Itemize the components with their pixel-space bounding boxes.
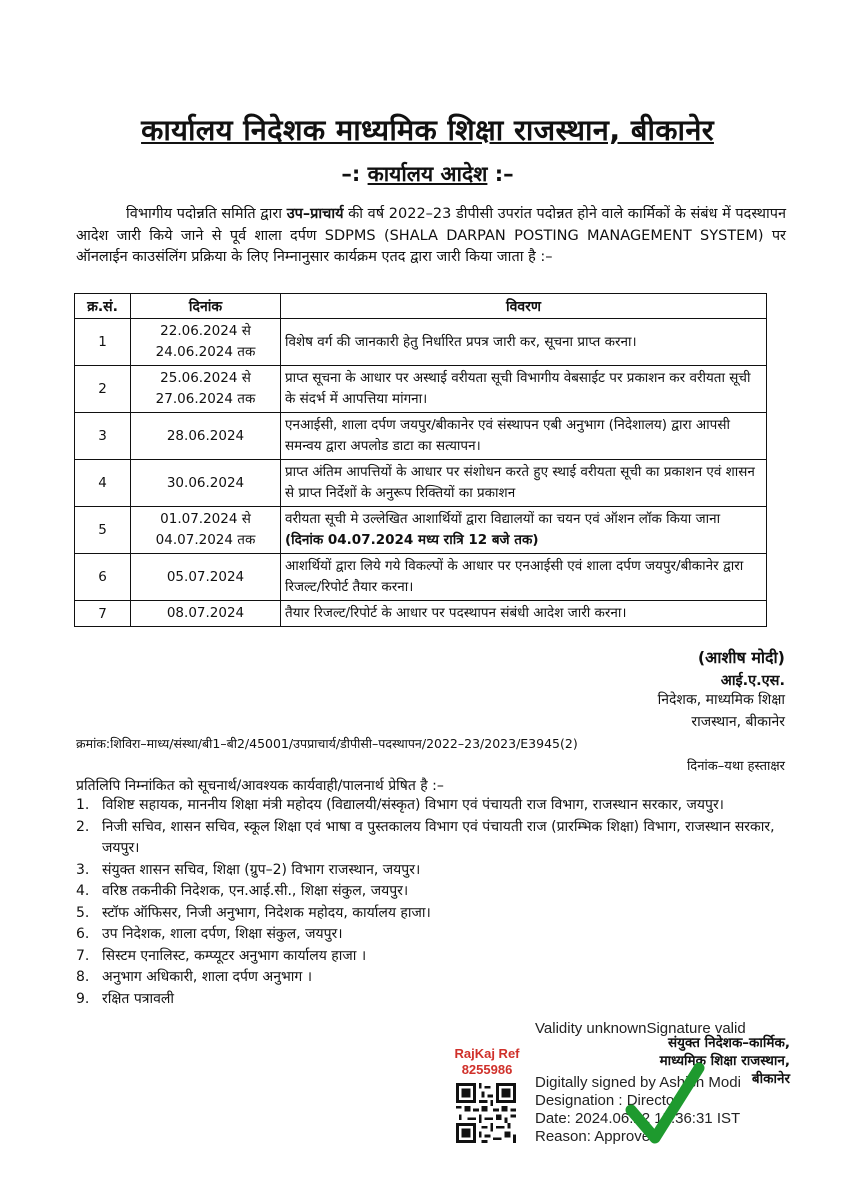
header-date: दिनांक xyxy=(131,294,281,319)
stamp-line3: बीकानेर xyxy=(751,1071,790,1087)
table-row xyxy=(75,366,767,413)
row-description xyxy=(281,554,767,601)
copy-to-list xyxy=(76,795,788,1010)
schedule-table xyxy=(74,293,767,627)
row-date-from: 25.06.2024 से xyxy=(160,370,251,386)
header-description: विवरण xyxy=(281,294,767,319)
row-date xyxy=(131,460,281,507)
signature-signed-by: Digitally signed by Ashish Modi xyxy=(535,1074,741,1091)
stamp-line1: संयुक्त निदेशक–कार्मिक, xyxy=(668,1035,790,1051)
row-description xyxy=(281,460,767,507)
row-sn: 1 xyxy=(75,319,131,366)
row-date-from: 22.06.2024 से xyxy=(160,323,251,339)
table-header-row xyxy=(75,294,767,319)
signature-validity: Validity unknownSignature valid xyxy=(535,1020,746,1037)
order-title-text: कार्यालय आदेश xyxy=(367,162,488,186)
signatory-place: राजस्थान, बीकानेर xyxy=(691,714,785,730)
checkmark-icon xyxy=(625,1060,705,1150)
row-date-to: 04.07.2024 तक xyxy=(155,532,256,548)
list-item: 1. विशिष्ट सहायक, माननीय शिक्षा मंत्री महोदय (विद्यालयी/संस्कृत) विभाग एवं पंचायती राज विभाग, राजस्थान सरकार, जयपुर। xyxy=(76,797,724,813)
table-row xyxy=(75,460,767,507)
intro-bold: उप–प्राचार्य xyxy=(286,206,344,222)
table-row xyxy=(75,413,767,460)
list-item: 6. उप निदेशक, शाला दर्पण, शिक्षा संकुल, जयपुर। xyxy=(76,926,343,942)
row-date-to: 24.06.2024 तक xyxy=(155,344,256,360)
order-title-suffix: :– xyxy=(487,162,514,186)
table-row xyxy=(75,554,767,601)
list-item: 9. रक्षित पत्रावली xyxy=(76,990,175,1007)
rajkaj-reference xyxy=(432,1046,542,1078)
row-description xyxy=(281,319,767,366)
row-date xyxy=(131,366,281,413)
row-description-text: एनआईसी, शाला दर्पण जयपुर/बीकानेर एवं संस्थापन एबी अनुभाग (निदेशालय) द्वारा आपसी समन्वय द्वारा अपलोड डाटा का सत्यापन। xyxy=(285,417,730,454)
table-row xyxy=(75,319,767,366)
row-description-text: तैयार रिजल्ट/रिपोर्ट के आधार पर पदस्थापन संबंधी आदेश जारी करना। xyxy=(285,605,627,621)
row-description-bold: (दिनांक 04.07.2024 मध्य रात्रि 12 बजे तक) xyxy=(285,532,539,548)
row-date xyxy=(131,507,281,554)
order-title xyxy=(0,160,855,188)
table-row xyxy=(75,507,767,554)
signature-reason: Reason: Approved xyxy=(535,1128,659,1145)
row-date-from: 28.06.2024 xyxy=(166,427,245,444)
list-item: 4. वरिष्ठ तकनीकी निदेशक, एन.आई.सी., शिक्षा संकुल, जयपुर। xyxy=(76,883,409,899)
reference-number: क्रमांक:शिविरा–माध्य/संस्था/बी1–बी2/45001/उपप्राचार्य/डीपीसी–पदस्थापन/2022–23/2023/E3945(2) xyxy=(76,736,578,751)
signature-date: Date: 2024.06.22 15:36:31 IST xyxy=(535,1110,741,1127)
rajkaj-label: RajKaj Ref xyxy=(454,1046,520,1061)
list-item: 5. स्टॉफ ऑफिसर, निजी अनुभाग, निदेशक महोदय, कार्यालय हाजा। xyxy=(76,904,431,921)
row-date-from: 05.07.2024 xyxy=(166,568,245,585)
row-sn: 3 xyxy=(75,413,131,460)
list-item: 2. निजी सचिव, शासन सचिव, स्कूल शिक्षा एवं भाषा व पुस्तकालय विभाग एवं पंचायती राज (प्रारम्भिक शिक्षा) विभाग, राजस्थान सरकार, जयपुर। xyxy=(76,818,775,856)
row-sn: 4 xyxy=(75,460,131,507)
rajkaj-number: 8255986 xyxy=(461,1062,513,1077)
list-item: 8. अनुभाग अधिकारी, शाला दर्पण अनुभाग । xyxy=(76,969,313,985)
list-item: 7. सिस्टम एनालिस्ट, कम्प्यूटर अनुभाग कार्यालय हाजा । xyxy=(76,947,367,964)
copy-to-heading: प्रतिलिपि निम्नांकित को सूचनार्थ/आवश्यक कार्यवाही/पालनार्थ प्रेषित है :– xyxy=(76,778,444,794)
row-sn: 2 xyxy=(75,366,131,413)
row-description xyxy=(281,413,767,460)
row-date-from: 30.06.2024 xyxy=(166,474,245,491)
intro-part2: की वर्ष 2022–23 डीपीसी उपरांत पदोन्नत होने वाले कार्मिकों के संबंध में पदस्थापन आदेश जारी किये जाने से पूर्व शाला दर्पण SDPMS (SHALA DARPAN POSTING MANAGEMENT SYSTEM) पर ऑनलाईन काउसंलिंग प्रक्रिया के लिए निम्नानुसार कार्यक्रम एतद द्वारा जारी किया जाता है :– xyxy=(76,206,786,265)
signatory-name: (आशीष मोदी) xyxy=(697,648,785,667)
row-description xyxy=(281,507,767,554)
row-description-text: आशर्थियों द्वारा लिये गये विकल्पों के आधार पर एनआईसी एवं शाला दर्पण जयपुर/बीकानेर द्वारा रिजल्ट/रिपोर्ट तैयार करना। xyxy=(285,558,744,595)
list-item: 3. संयुक्त शासन सचिव, शिक्षा (ग्रुप–2) विभाग राजस्थान, जयपुर। xyxy=(76,861,421,878)
order-title-prefix: –: xyxy=(341,162,368,186)
row-description-text: प्राप्त अंतिम आपत्तियों के आधार पर संशोधन करते हुए स्थाई वरीयता सूची का प्रकाशन एवं शासन से प्राप्त निर्देशों के अनुरूप रिक्तियों का प्रकाशन xyxy=(285,464,755,501)
row-description-text: वरीयता सूची मे उल्लेखित आशार्थियों द्वारा विद्यालयों का चयन एवं ऑशन लॉक किया जाना xyxy=(285,511,721,527)
row-sn: 7 xyxy=(75,601,131,627)
qr-code-icon xyxy=(456,1083,516,1143)
intro-paragraph xyxy=(76,204,786,269)
row-description-text: विशेष वर्ग की जानकारी हेतु निर्धारित प्रपत्र जारी कर, सूचना प्राप्त करना। xyxy=(285,333,637,350)
header-sn: क्र.सं. xyxy=(75,294,131,319)
row-description xyxy=(281,366,767,413)
row-sn: 6 xyxy=(75,554,131,601)
row-description xyxy=(281,601,767,627)
row-date xyxy=(131,554,281,601)
reference-date: दिनांक–यथा हस्ताक्षर xyxy=(686,759,785,774)
row-date-from: 08.07.2024 xyxy=(166,605,245,621)
signatory-cadre: आई.ए.एस. xyxy=(720,673,785,689)
row-date xyxy=(131,413,281,460)
office-title: कार्यालय निदेशक माध्यमिक शिक्षा राजस्थान, बीकानेर xyxy=(141,113,714,147)
row-date-to: 27.06.2024 तक xyxy=(155,391,256,407)
row-date xyxy=(131,319,281,366)
row-date xyxy=(131,601,281,627)
signature-designation: Designation : Director xyxy=(535,1092,680,1109)
table-row xyxy=(75,601,767,627)
row-description-text: प्राप्त सूचना के आधार पर अस्थाई वरीयता सूची विभागीय वेबसाईट पर प्रकाशन कर वरीयता सूची के संदर्भ में आपत्तिया मांगना। xyxy=(285,370,751,407)
row-sn: 5 xyxy=(75,507,131,554)
stamp-line2: माध्यमिक शिक्षा राजस्थान, xyxy=(659,1053,790,1069)
row-date-from: 01.07.2024 से xyxy=(160,511,251,527)
signatory-designation: निदेशक, माध्यमिक शिक्षा xyxy=(657,692,785,708)
intro-part1: विभागीय पदोन्नति समिति द्वारा xyxy=(126,206,287,222)
